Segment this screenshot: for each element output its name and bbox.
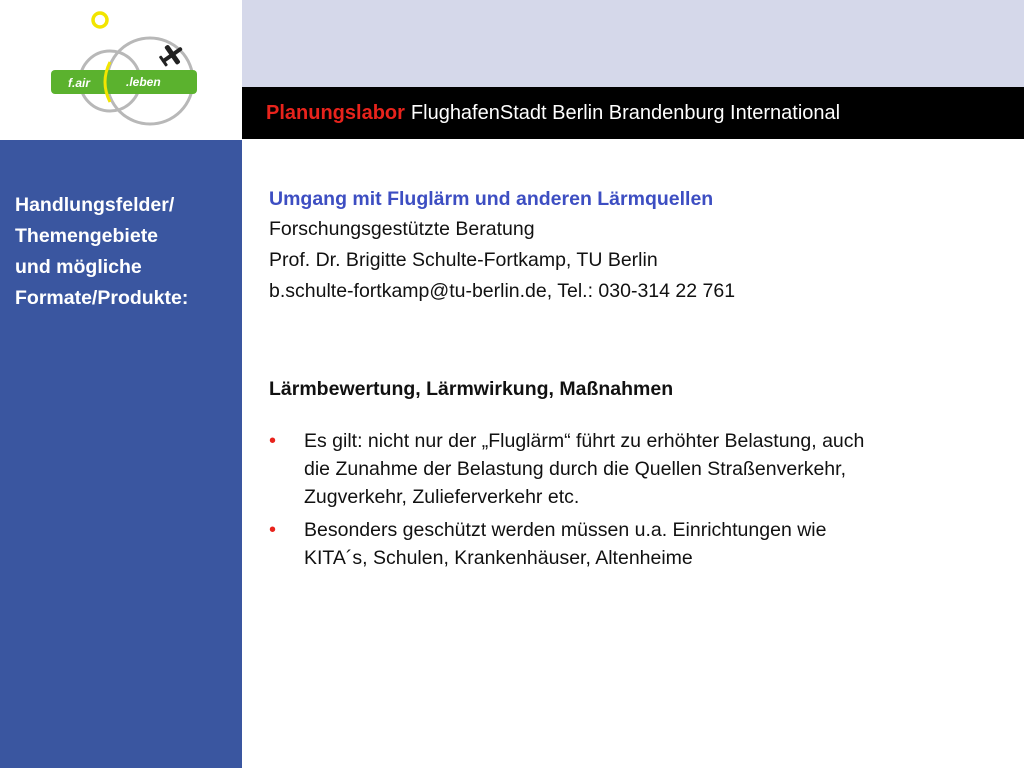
sidebar-line: und mögliche bbox=[15, 256, 142, 278]
sidebar-line: Themengebiete bbox=[15, 225, 159, 247]
bullet-line: Zugverkehr, Zulieferverkehr etc. bbox=[304, 486, 580, 508]
bullet-line: KITA´s, Schulen, Krankenhäuser, Altenheime bbox=[304, 547, 693, 569]
bullet-icon: • bbox=[269, 430, 277, 452]
bullet-line: die Zunahme der Belastung durch die Quellen Straßenverkehr, bbox=[304, 458, 846, 480]
logo-small-ring bbox=[93, 13, 107, 27]
bullet-line: Besonders geschützt werden müssen u.a. Einrichtungen wie bbox=[304, 519, 827, 541]
sidebar-heading bbox=[15, 190, 235, 314]
fair-leben-logo bbox=[0, 0, 242, 140]
sidebar bbox=[0, 140, 242, 768]
header-title-bar bbox=[242, 87, 1024, 139]
info-line-contact-person: Prof. Dr. Brigitte Schulte-Fortkamp, TU Berlin bbox=[269, 249, 658, 271]
section-title: Umgang mit Fluglärm und anderen Lärmquellen bbox=[269, 188, 714, 210]
main-content bbox=[269, 184, 1009, 307]
bullet-line: Es gilt: nicht nur der „Fluglärm“ führt zu erhöhter Belastung, auch bbox=[304, 430, 865, 452]
logo-area bbox=[0, 0, 242, 140]
bullet-item bbox=[269, 516, 999, 572]
header-accent: Planungslabor bbox=[266, 101, 405, 124]
subheading: Lärmbewertung, Lärmwirkung, Maßnahmen bbox=[269, 378, 674, 400]
sidebar-line: Handlungsfelder/ bbox=[15, 194, 175, 216]
header-top-band bbox=[242, 0, 1024, 87]
info-line-topic: Forschungsgestützte Beratung bbox=[269, 218, 535, 240]
header-title: FlughafenStadt Berlin Brandenburg International bbox=[410, 101, 841, 124]
sidebar-line: Formate/Produkte: bbox=[15, 287, 189, 309]
info-line-contact-details: b.schulte-fortkamp@tu-berlin.de, Tel.: 030-314 22 761 bbox=[269, 280, 736, 302]
logo-right-text: .leben bbox=[126, 75, 161, 89]
bullet-list bbox=[269, 427, 999, 577]
logo-left-text: f.air bbox=[68, 76, 91, 90]
bullet-icon: • bbox=[269, 519, 277, 541]
bullet-item bbox=[269, 427, 999, 511]
